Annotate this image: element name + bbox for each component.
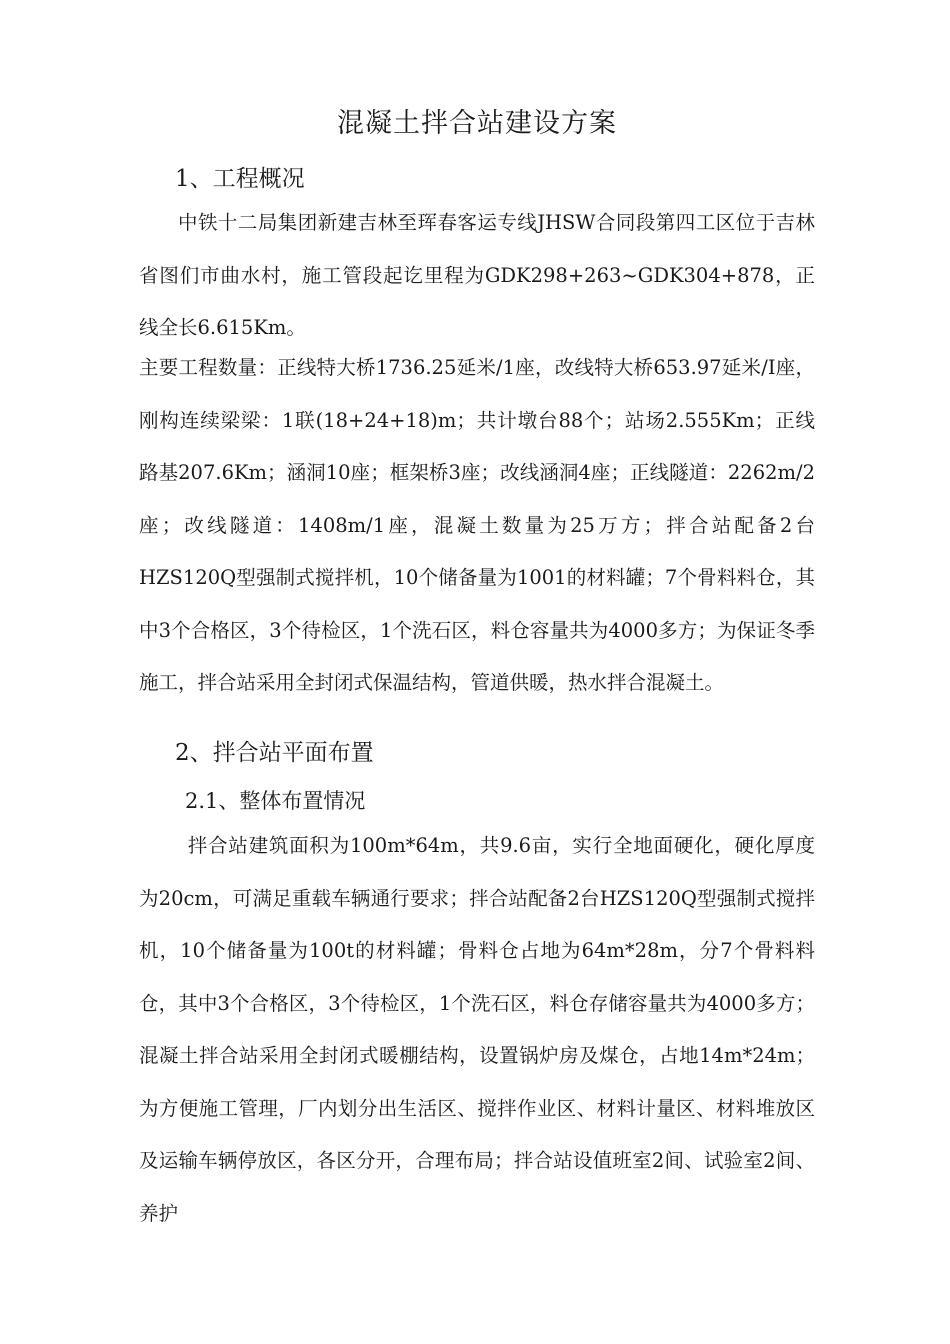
- paragraph-overall-layout: 拌合站建筑面积为100m*64m，共9.6亩，实行全地面硬化，硬化厚度为20cm，可满足重载车辆通行要求；拌合站配备2台HZS120Q型强制式搅拌机，10个储备量为100t的材料罐；骨料仓占地为64m*28m，分7个骨料料仓，其中3个合格区，3个待检区，1个洗石区，料仓存储容量共为4000多方；混凝土拌合站采用全封闭式暖棚结构，设置锅炉房及煤仓，占地14m*24m；为方便施工管理，厂内划分出生活区、搅拌作业区、材料计量区、材料堆放区及运输车辆停放区，各区分开，合理布局；拌合站设值班室2间、试验室2间、养护: [139, 834, 815, 1225]
- paragraph-project-location: 中铁十二局集团新建吉林至珲春客运专线JHSW合同段第四工区位于吉林省图们市曲水村，施工管段起讫里程为GDK298+263~GDK304+878，正线全长6.615Km。: [139, 211, 815, 339]
- document-title: 混凝土拌合站建设方案: [337, 108, 617, 139]
- paragraph-main-quantities: 主要工程数量：正线特大桥1736.25延米/1座，改线特大桥653.97延米/I座，刚构连续梁梁：1联(18+24+18)m；共计墩台88个；站场2.555Km；正线路基207.6Km；涵洞10座；框架桥3座；改线涵洞4座；正线隧道：2262m/2座；改线隧道：1408m/1座，混凝土数量为25万方；拌合站配备2台HZS120Q型强制式搅拌机，10个储备量为1001的材料罐；7个骨料料仓，其中3个合格区，3个待检区，1个洗石区，料仓容量共为4000多方；为保证冬季施工，拌合站采用全封闭式保温结构，管道供暖，热水拌合混凝土。: [139, 356, 815, 694]
- subsection-heading-overall-layout: 2.1、整体布置情况: [185, 789, 366, 813]
- section-heading-overview: 1、工程概况: [175, 166, 305, 192]
- section-heading-layout: 2、拌合站平面布置: [175, 740, 374, 766]
